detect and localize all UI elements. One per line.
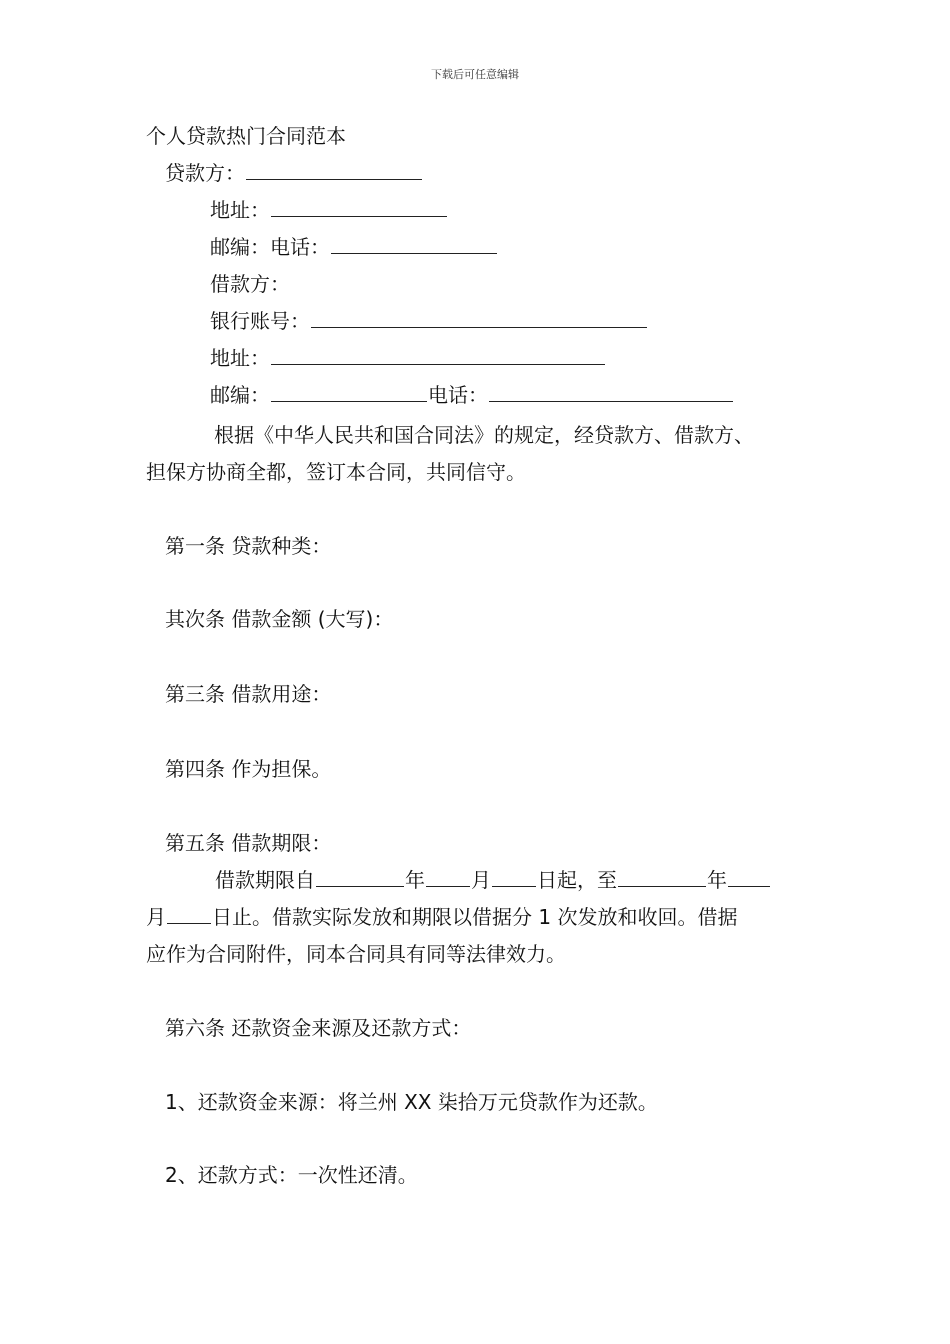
borrower-address-label: 地址： — [210, 346, 270, 370]
term-end-month-blank[interactable] — [728, 868, 770, 887]
article-4 — [165, 756, 331, 782]
repay-method-text: 2、还款方式：一次性还清。 — [165, 1163, 418, 1187]
borrower-bank-label: 银行账号： — [210, 309, 310, 333]
article-5 — [165, 830, 331, 856]
document-title — [146, 123, 346, 149]
lender-blank[interactable] — [246, 161, 422, 180]
borrower-line — [210, 271, 290, 297]
term-start-year-blank[interactable] — [316, 868, 404, 887]
term-line-3-text: 应作为合同附件，同本合同具有同等法律效力。 — [146, 942, 566, 966]
borrower-post-label: 邮编： — [210, 383, 270, 407]
header-note: 下载后可任意编辑 — [431, 68, 519, 81]
term-year-label-1: 年 — [405, 868, 425, 892]
preamble-text-2: 担保方协商全都，签订本合同，共同信守。 — [146, 460, 526, 484]
borrower-bank-line — [210, 308, 648, 334]
borrower-phone-label: 电话： — [428, 383, 488, 407]
article-3 — [165, 681, 331, 707]
term-day-label-1: 日起，至 — [537, 868, 617, 892]
repay-source-item — [165, 1089, 658, 1115]
term-line-1 — [215, 867, 771, 893]
repay-method-item — [165, 1162, 418, 1188]
term-end-day-blank[interactable] — [167, 905, 211, 924]
borrower-phone-blank[interactable] — [489, 383, 733, 402]
term-end-year-blank[interactable] — [618, 868, 706, 887]
lender-address-label: 地址： — [210, 198, 270, 222]
lender-phone-blank[interactable] — [331, 235, 497, 254]
borrower-address-blank[interactable] — [271, 346, 605, 365]
term-month-label-1: 月 — [471, 868, 491, 892]
repay-source-text: 1、还款资金来源：将兰州 XX 柒拾万元贷款作为还款。 — [165, 1090, 658, 1114]
preamble-text-1: 根据《中华人民共和国合同法》的规定，经贷款方、借款方、 — [214, 423, 754, 447]
borrower-address-line — [210, 345, 606, 371]
term-year-label-2: 年 — [707, 868, 727, 892]
article-4-text: 第四条 作为担保。 — [165, 757, 332, 781]
article-6-text: 第六条 还款资金来源及还款方式： — [165, 1016, 472, 1040]
term-line-3 — [146, 941, 566, 967]
article-2 — [165, 606, 393, 632]
term-start-label: 借款期限自 — [215, 868, 315, 892]
term-line-2-text: 日止。借款实际发放和期限以借据分 1 次发放和收回。借据 — [212, 905, 738, 929]
article-5-text: 第五条 借款期限： — [165, 831, 332, 855]
article-3-text: 第三条 借款用途： — [165, 682, 332, 706]
borrower-post-blank[interactable] — [271, 383, 427, 402]
term-line-2 — [146, 904, 737, 930]
article-6 — [165, 1015, 471, 1041]
preamble-line-2 — [146, 459, 526, 485]
lender-post-phone-line — [210, 234, 498, 260]
term-start-month-blank[interactable] — [426, 868, 470, 887]
lender-label: 贷款方： — [165, 161, 245, 185]
preamble-line-1 — [214, 422, 754, 448]
article-1-text: 第一条 贷款种类： — [165, 534, 332, 558]
lender-post-phone-label: 邮编：电话： — [210, 235, 330, 259]
borrower-label: 借款方： — [210, 272, 290, 296]
term-start-day-blank[interactable] — [492, 868, 536, 887]
term-month-label-2: 月 — [146, 905, 166, 929]
lender-address-blank[interactable] — [271, 198, 447, 217]
document-title-text: 个人贷款热门合同范本 — [146, 124, 346, 148]
borrower-post-phone-line — [210, 382, 734, 408]
article-1 — [165, 533, 331, 559]
lender-address-line — [210, 197, 448, 223]
borrower-bank-blank[interactable] — [311, 309, 647, 328]
lender-line — [165, 160, 423, 186]
article-2-text: 其次条 借款金额 (大写)： — [165, 607, 394, 631]
